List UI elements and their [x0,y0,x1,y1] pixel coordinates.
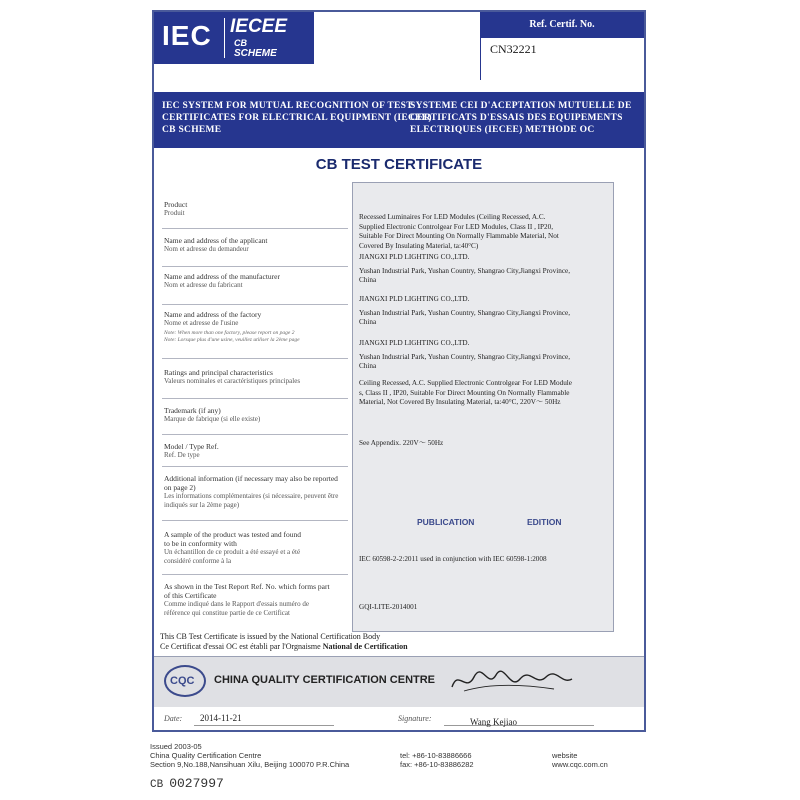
label-fr: Nome et adresse de l'usine [164,319,239,327]
label-fr: considéré conforme à la [164,557,232,565]
serial-number [150,776,224,791]
scheme-logo-text: SCHEME [234,48,277,59]
serial-value: 0027997 [169,776,224,791]
factory-address: China [359,362,377,370]
label-fr: Valeurs nominales et caractéristiques principales [164,377,301,385]
footer-org-name: China Quality Certification Centre [150,751,262,760]
label-en: Name and address of the factory [164,310,262,319]
system-band [154,92,644,148]
manufacturer-value [359,295,613,328]
label-en: Product [164,200,188,209]
manufacturer-address: Yushan Industrial Park, Yushan Country, Shangrao City,Jiangxi Province, [359,308,571,317]
product-line: Recessed Luminaires For LED Modules (Ceiling Recessed, A.C. [359,213,546,221]
factory-address: Yushan Industrial Park, Yushan Country, Shangrao City,Jiangxi Province, [359,352,571,361]
system-fr-line: CERTIFICATS D'ESSAIS DES EQUIPEMENTS [410,113,623,123]
label-product [164,200,344,218]
footer-issued: Issued 2003-05 [150,742,202,751]
label-additional-info [164,474,344,510]
footer-contact [400,751,474,769]
label-fr: Nom et adresse du demandeur [164,245,249,253]
label-en: of this Certificate [164,591,217,600]
date-signature-row [154,708,644,730]
label-applicant [164,236,344,254]
manufacturer-address: China [359,318,377,326]
label-en: Name and address of the manufacturer [164,272,280,281]
date-underline [194,725,334,726]
cqc-logo-text: CQC [170,675,195,687]
signature-scribble [444,665,584,697]
system-en-line: IEC SYSTEM FOR MUTUAL RECOGNITION OF TEST [162,101,413,111]
iecee-logo [154,12,314,64]
edition-header: EDITION [527,517,562,527]
applicant-address: Yushan Industrial Park, Yushan Country, Shangrao City,Jiangxi Province, [359,266,571,275]
iecee-logo-text: IECEE [230,16,288,37]
certificate-title: CB TEST CERTIFICATE [315,156,483,173]
label-en: A sample of the product was tested and found [164,530,302,539]
manufacturer-name: JIANGXI PLD LIGHTING CO.,LTD. [359,295,470,303]
signature-name: Wang Kejiao [470,717,518,727]
label-fr: Produit [164,209,185,217]
issued-by-fr-text: Ce Certificat d'essai OC est établi par l'Orgnaisme [160,642,323,651]
label-model [164,442,344,460]
system-band-english [162,100,432,136]
footer-website [552,751,608,769]
label-divider [162,398,348,399]
label-test-report [164,582,344,618]
label-fr: indiqués sur la 2ème page) [164,501,240,509]
date-label: Date: [164,714,183,723]
label-fr: Marque de fabrique (si elle existe) [164,415,261,423]
label-en: As shown in the Test Report Ref. No. which forms part [164,582,330,591]
label-manufacturer [164,272,344,290]
serial-prefix: CB [150,779,164,791]
label-en: Additional information (if necessary may also be reported [164,474,338,483]
publication-header: PUBLICATION [417,517,475,527]
signature-underline [444,725,594,726]
label-en: to be in conformity with [164,539,237,548]
logo-divider [224,18,225,58]
ratings-line: Ceiling Recessed, A.C. Supplied Electronic Controlgear For LED Module [359,379,572,387]
factory-note: Note: When more than one factory, please report on page 2 [164,330,295,336]
product-line: Covered By Insulating Material, ta:40°C) [359,241,479,250]
date-value: 2014-11-21 [200,713,242,723]
footer-website-url: www.cqc.com.cn [552,760,608,769]
issued-by-fr [160,642,408,652]
label-factory [164,310,344,344]
cb-logo-text: CB [234,38,247,48]
product-value [359,213,613,251]
footer-address: Section 9,No.188,Nansihuan Xilu, Beijing 100070 P.R.China [150,760,350,769]
label-fr: Ref. De type [164,451,200,459]
footer-fax: fax: +86-10-83886282 [400,760,474,769]
ratings-line: Material, Not Covered By Insulating Material, ta:40°C, 220V～ 50Hz [359,398,561,406]
label-ratings [164,368,344,386]
standard-value: IEC 60598-2-2:2011 used in conjunction with IEC 60598-1:2008 [359,555,547,563]
label-en: on page 2) [164,483,196,492]
footer-org [150,742,349,769]
iec-logo-text: IEC [162,20,212,51]
cqc-name: CHINA QUALITY CERTIFICATION CENTRE [214,674,436,686]
label-divider [162,228,348,229]
factory-value [359,339,613,372]
system-en-line: CERTIFICATES FOR ELECTRICAL EQUIPMENT (IECEE) [162,113,432,123]
label-divider [162,358,348,359]
label-fr: Les informations complémentaires (si nécessaire, peuvent être [164,492,339,500]
ref-certif-value: CN32221 [490,42,537,56]
signature-label: Signature: [398,714,432,723]
system-en-line: CB SCHEME [162,125,222,135]
label-fr: Nom et adresse du fabricant [164,281,243,289]
label-en: Model / Type Ref. [164,442,219,451]
label-fr: référence qui constitue partie de ce Certificat [164,609,290,617]
label-en: Ratings and principal characteristics [164,368,273,377]
cqc-logo [164,665,206,697]
issued-by-en: This CB Test Certificate is issued by the National Certification Body [160,632,381,641]
label-divider [162,466,348,467]
label-divider [162,304,348,305]
ref-certif-label: Ref. Certif. No. [480,12,644,38]
applicant-name: JIANGXI PLD LIGHTING CO.,LTD. [359,253,470,261]
label-fr: Comme indiqué dans le Rapport d'essais numéro de [164,600,309,608]
label-divider [162,520,348,521]
issued-by-statement [160,632,408,652]
label-trademark [164,406,344,424]
product-line: Supplied Electronic Controlgear For LED Modules, Class II , IP20, [359,222,554,231]
label-en: Trademark (if any) [164,406,221,415]
label-en: Name and address of the applicant [164,236,268,245]
factory-note: Note: Lorsque plus d'une usine, veuillez utiliser la 2ème page [164,337,300,343]
label-divider [162,574,348,575]
system-fr-line: ELECTRIQUES (IECEE) METHODE OC [410,125,595,135]
label-divider [162,266,348,267]
label-divider [162,434,348,435]
factory-name: JIANGXI PLD LIGHTING CO.,LTD. [359,339,470,347]
issued-by-fr-bold: National de Certification [322,642,408,651]
label-fr: Un échantillon de ce produit a été essayé et a été [164,548,301,556]
test-report-value: GQI-LITE-2014001 [359,603,418,611]
ratings-line: s, Class II , IP20, Suitable For Direct Mounting On Normally Flammable [359,388,570,397]
product-line: Suitable For Direct Mounting On Normally Flammable Material, Not [359,232,559,240]
footer-website-label: website [552,751,578,760]
label-sample [164,530,344,566]
applicant-value [359,253,613,286]
system-band-french [410,100,632,136]
values-panel [352,182,614,632]
footer-tel: tel: +86-10-83886666 [400,751,472,760]
model-value: See Appendix. 220V～ 50Hz [359,439,444,447]
cqc-band [154,656,644,707]
labels-column [154,180,350,630]
ratings-value [359,379,613,408]
system-fr-line: SYSTEME CEI D'ACEPTATION MUTUELLE DE [410,101,632,111]
applicant-address: China [359,276,377,284]
